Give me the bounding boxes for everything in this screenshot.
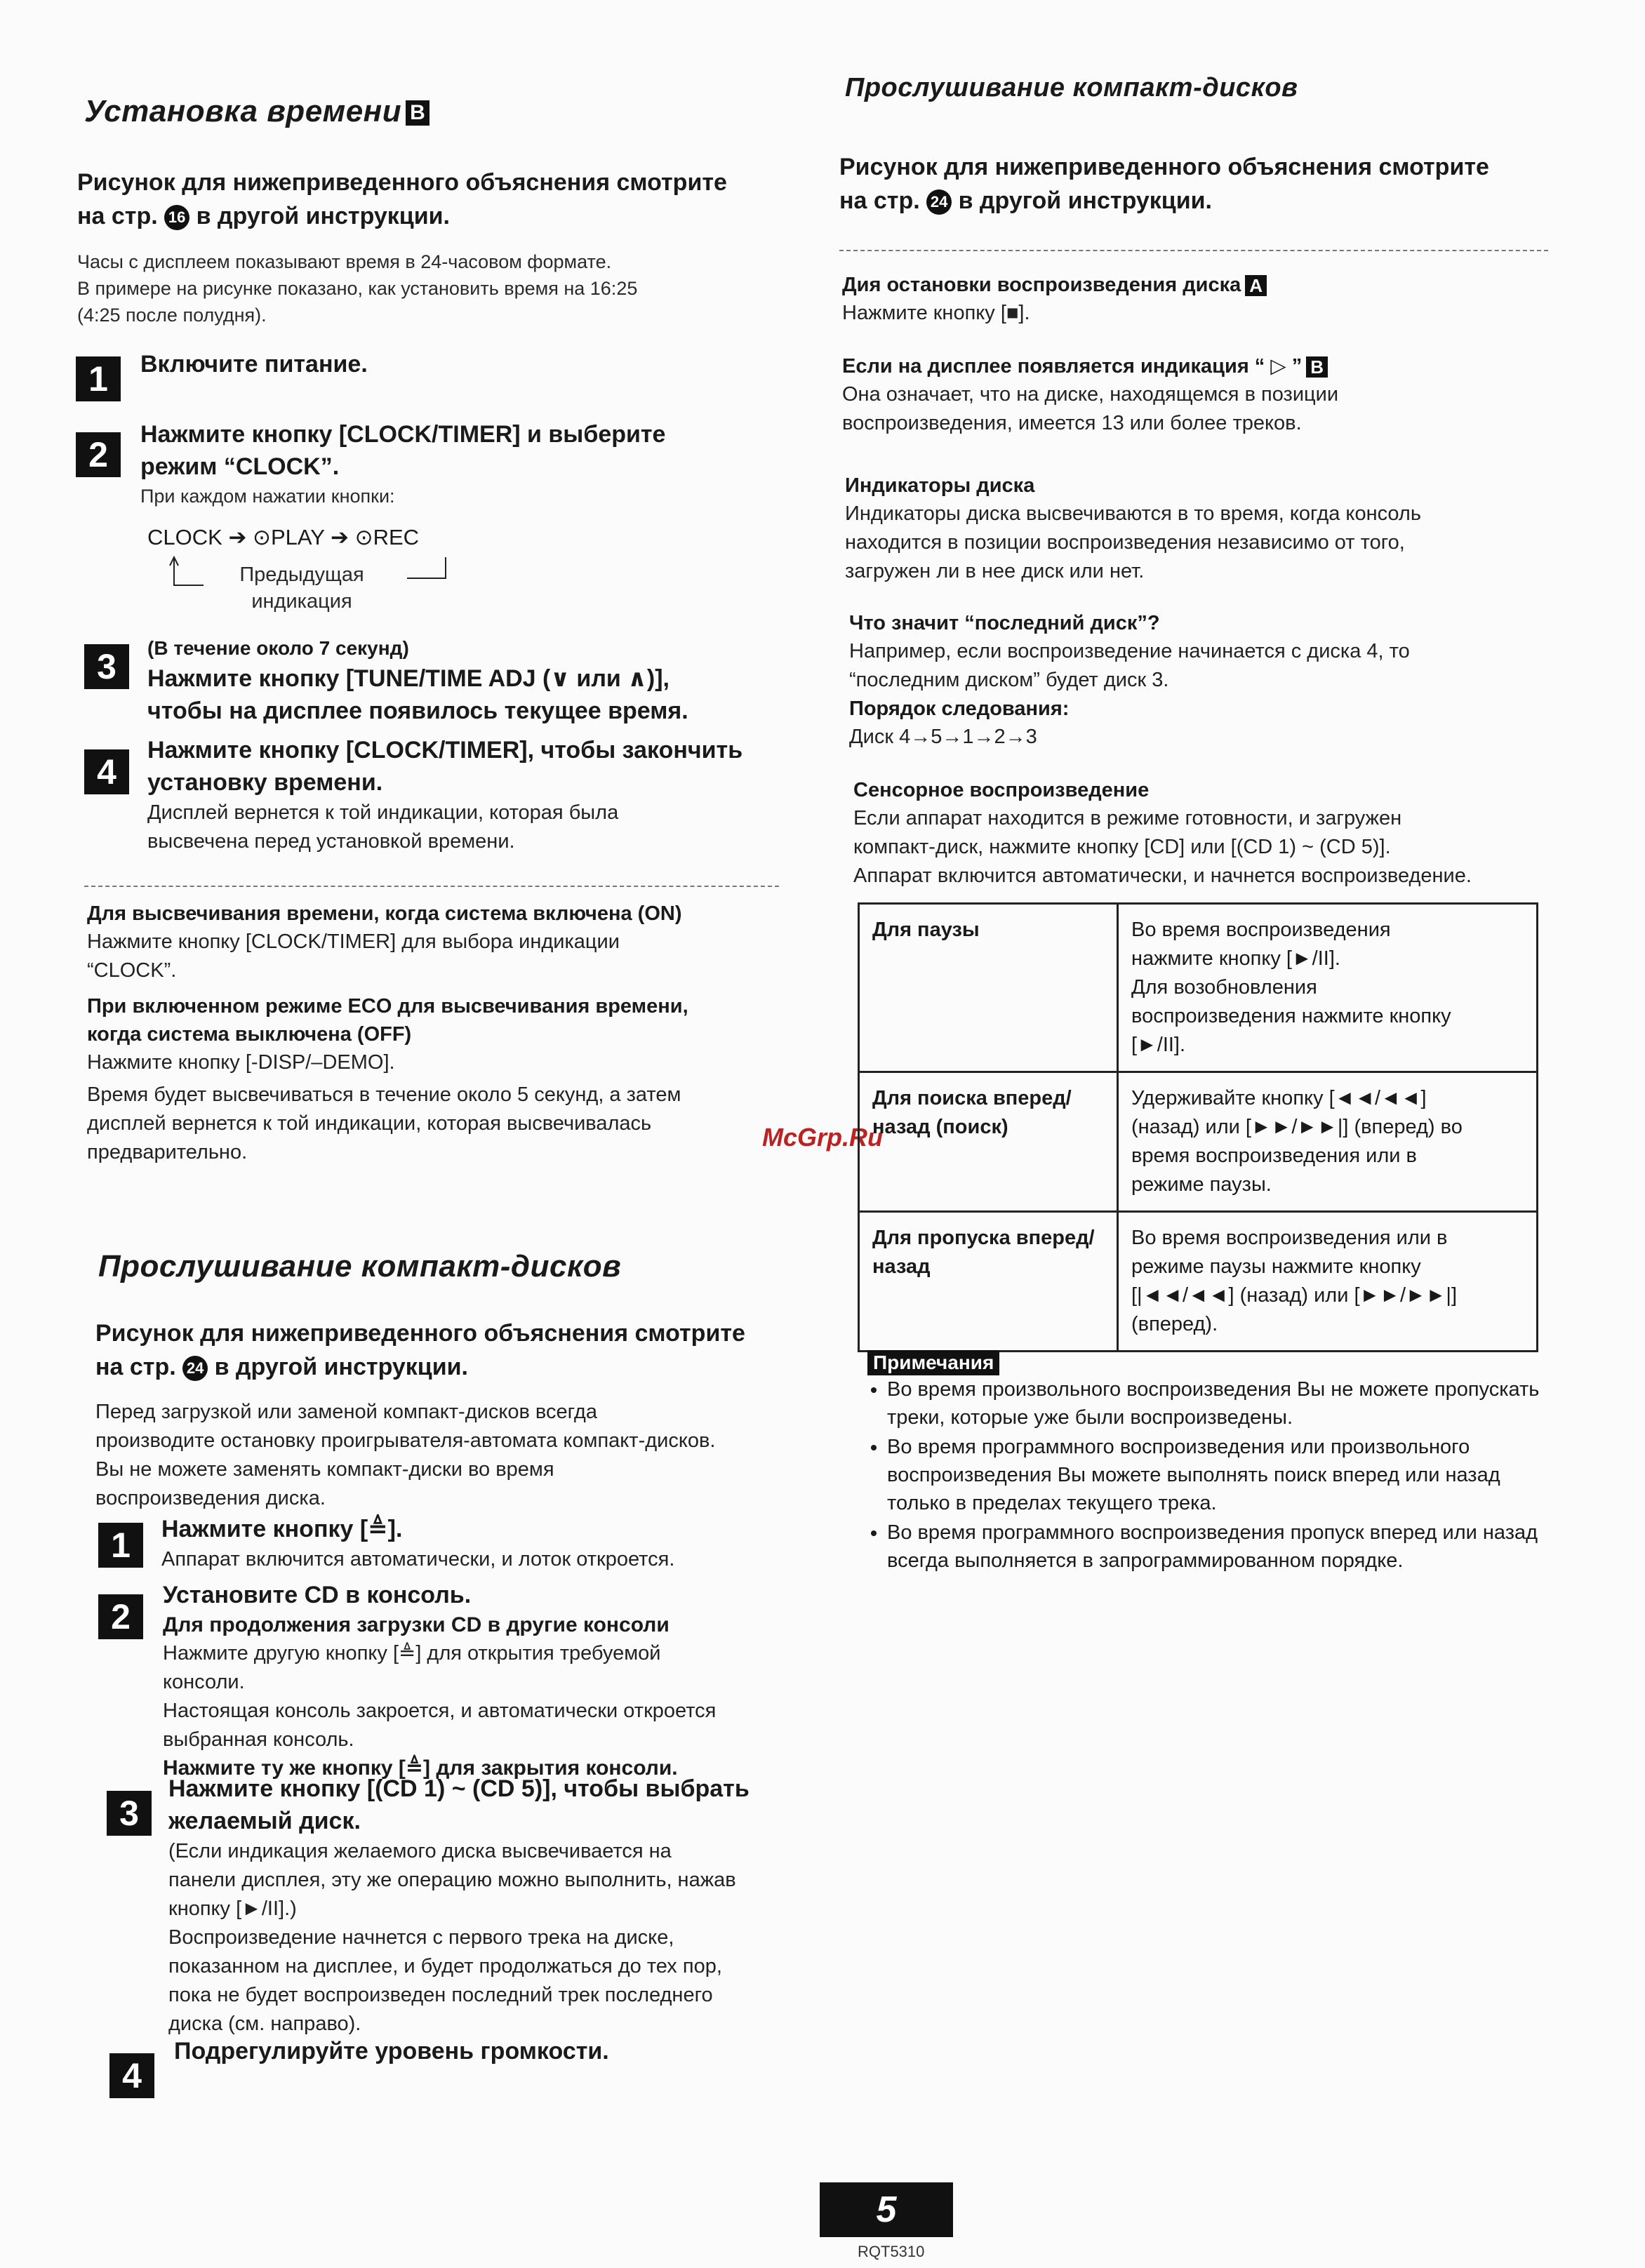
step-number: 4 [109,2053,154,2098]
clock-note-line: Время будет высвечиваться в течение около 5 секунд, а затем [87,1083,681,1106]
indicator-head: Если на дисплее появляется индикация “ ▷ ” [842,355,1303,378]
clock-on-head: Для высвечивания времени, когда система включена (ON) [87,902,682,925]
table-cell: Для паузы [859,904,1118,1072]
right-intro-pre: на стр. [839,187,920,214]
page-ref-circle: 24 [926,189,952,215]
cycle-previous-label [232,561,372,615]
clock-desc-line: Часы с дисплеем показывают время в 24-часовом формате. [77,251,612,272]
cd-step2-sub: Для продолжения загрузки CD в другие консоли [163,1613,670,1636]
touch-play-body: Если аппарат находится в режиме готовности, и загружен [853,807,1402,829]
clock-step2-body: При каждом нажатии кнопки: [140,486,395,507]
table-cell [1118,904,1538,1072]
table-row [859,1072,1538,1212]
clock-step3-title: Нажмите кнопку [TUNE/TIME ADJ (∨ или ∧)], [147,665,670,692]
figure-badge-b: B [406,100,429,126]
list-item: • Во время произвольного воспроизведения Вы не можете пропускать треки, которые уже были воспроизведены. [887,1375,1548,1432]
step-number: 2 [76,432,121,477]
clock-eco-body: Нажмите кнопку [-DISP/–DEMO]. [87,1051,395,1074]
clock-desc-line: В примере на рисунке показано, как установить время на 16:25 [77,278,638,299]
cell-line: Удерживайте кнопку [◄◄/◄◄] [1131,1087,1427,1109]
divider [84,886,779,887]
cell-line: нажмите кнопку [►/II]. [1131,947,1340,970]
clock-step4-body: Дисплей вернется к той индикации, которая была [147,801,619,824]
touch-play-body: Аппарат включится автоматически, и начнется воспроизведение. [853,865,1472,887]
list-item: • Во время программного воспроизведения или произвольного воспроизведения Вы можете выполнять поиск вперед или назад только в пределах текущего трека. [887,1433,1548,1517]
clock-intro-line1: Рисунок для нижеприведенного объяснения смотрите [77,169,727,196]
page-number: 5 [820,2182,953,2237]
cd-step3 [168,1773,800,2039]
cell-line: воспроизведения нажмите кнопку [1131,1005,1451,1027]
disc-indicator-block [845,472,1547,586]
cell-line: режиме паузы. [1131,1173,1272,1196]
cd-step3-title2: желаемый диск. [168,1808,361,1834]
cd-desc-line: Вы не можете заменять компакт-диски во время [95,1458,554,1481]
list-item: • Во время программного воспроизведения пропуск вперед или назад всегда выполняется в запрограммированном порядке. [887,1519,1548,1575]
disc-indicator-body: загружен ли в нее диск или нет. [845,560,1145,582]
cd-step3-body: (Если индикация желаемого диска высвечивается на [168,1840,672,1862]
right-section-title: Прослушивание компакт-дисков [845,73,1298,102]
step-number: 3 [84,644,129,689]
right-intro-post: в другой инструкции. [958,187,1212,214]
cd-step2-sub2: Нажмите ту же кнопку [≜] для закрытия консоли. [163,1756,678,1780]
cd-step1-body: Аппарат включится автоматически, и лоток откроется. [161,1548,675,1570]
clock-intro-post: в другой инструкции. [196,203,450,229]
cell-line: [►/II]. [1131,1034,1186,1056]
stop-head: Дия остановки воспроизведения диска [842,274,1241,296]
clock-intro-pre: на стр. [77,203,158,229]
clock-on-block [87,900,782,985]
cd-step3-title: Нажмите кнопку [(CD 1) ~ (CD 5)], чтобы выбрать [168,1775,750,1802]
cd-step2-body: консоли. [163,1671,245,1693]
cd-step1 [161,1513,793,1574]
cell-line: Во время воспроизведения или в [1131,1227,1448,1249]
disc-indicator-head: Индикаторы диска [845,474,1035,497]
order-head: Порядок следования: [849,698,1070,720]
cell-line: (вперед). [1131,1313,1218,1335]
clock-description [77,248,779,328]
table-cell [1118,1072,1538,1212]
clock-intro [77,166,779,233]
cd-intro-post: в другой инструкции. [214,1354,468,1380]
step-number: 4 [84,749,129,794]
clock-step4-title: Нажмите кнопку [CLOCK/TIMER], чтобы закончить [147,737,743,763]
cd-step2-body: выбранная консоль. [163,1728,354,1751]
clock-step2 [140,418,772,509]
clock-on-body: “CLOCK”. [87,959,177,982]
figure-badge-b: B [1306,356,1328,378]
cd-step2-title: Установите CD в консоль. [163,1582,472,1608]
clock-step4-title2: установку времени. [147,769,383,796]
clock-step2-title: Нажмите кнопку [CLOCK/TIMER] и выберите [140,421,666,448]
clock-step4 [147,734,779,856]
cd-step2-body: Настоящая консоль закроется, и автоматически откроется [163,1700,717,1722]
right-intro [839,150,1541,218]
clock-step3-pre: (В течение около 7 секунд) [147,637,409,659]
table-cell: Для поиска вперед/ назад (поиск) [859,1072,1118,1212]
last-disc-head: Что значит “последний диск”? [849,612,1160,634]
table-cell: Для пропуска вперед/ назад [859,1212,1118,1352]
cd-description [95,1398,790,1513]
step-number: 1 [76,356,121,401]
disc-indicator-body: Индикаторы диска высвечиваются в то время, когда консоль [845,502,1421,525]
step-number: 2 [98,1594,143,1639]
last-disc-block [849,609,1551,752]
stop-block [842,271,1544,328]
cd-step3-body: кнопку [►/II].) [168,1897,297,1920]
cycle-prev-line: Предыдущая [239,563,364,586]
cycle-play: ⊙PLAY [253,525,325,549]
step-number: 3 [107,1791,152,1836]
touch-play-block [853,776,1555,890]
cycle-prev-line: индикация [251,590,352,613]
clock-note-line: дисплей вернется к той индикации, которая высвечивалась [87,1112,652,1135]
last-disc-body: “последним диском” будет диск 3. [849,669,1169,691]
indicator-block [842,352,1544,438]
cd-step3-body: Воспроизведение начнется с первого трека на диске, [168,1926,674,1949]
page-ref-circle: 16 [164,205,189,230]
cd-desc-line: производите остановку проигрывателя-автомата компакт-дисков. [95,1429,716,1452]
cycle-clock: CLOCK [147,525,222,549]
notes-list [867,1375,1548,1575]
table-cell [1118,1212,1538,1352]
clock-step3-title2: чтобы на дисплее появилось текущее время. [147,698,688,724]
clock-on-body: Нажмите кнопку [CLOCK/TIMER] для выбора индикации [87,930,620,953]
arrow-right-icon: ➔ [331,525,355,549]
display-cycle-diagram [147,525,419,550]
page-ref-circle: 24 [182,1356,208,1381]
disc-indicator-body: находится в позиции воспроизведения независимо от того, [845,531,1405,554]
order-body: Диск 4→5→1→2→3 [849,726,1037,748]
cd-desc-line: Перед загрузкой или заменой компакт-дисков всегда [95,1401,597,1423]
clock-note-line: предварительно. [87,1141,248,1163]
cycle-rec: ⊙REC [354,525,420,549]
cd-step1-title: Нажмите кнопку [≜]. [161,1516,403,1542]
clock-step3 [147,634,779,727]
right-intro-line1: Рисунок для нижеприведенного объяснения смотрите [839,154,1489,180]
last-disc-body: Например, если воспроизведение начинается с диска 4, то [849,640,1410,662]
clock-eco-head: При включенном режиме ECO для высвечивания времени, [87,995,688,1018]
clock-title-text: Установка времени [84,94,402,128]
touch-play-head: Сенсорное воспроизведение [853,779,1150,801]
cd-step3-body: панели дисплея, эту же операцию можно выполнить, нажав [168,1869,736,1891]
stop-body: Нажмите кнопку [■]. [842,302,1030,324]
table-row [859,1212,1538,1352]
watermark: McGrp.Ru [762,1123,884,1152]
clock-eco-block [87,992,782,1077]
divider [839,250,1548,251]
clock-step1-title: Включите питание. [140,351,368,378]
cd-step2 [163,1579,794,1782]
clock-step4-body: высвечена перед установкой времени. [147,830,515,853]
touch-play-body: компакт-диск, нажмите кнопку [CD] или [(CD 1) ~ (CD 5)]. [853,836,1391,858]
cd-step2-body: Нажмите другую кнопку [≜] для открытия требуемой [163,1642,661,1665]
cell-line: (назад) или [►►/►►|] (вперед) во [1131,1116,1463,1138]
step-number: 1 [98,1523,143,1568]
table-row [859,904,1538,1072]
cell-line: режиме паузы нажмите кнопку [1131,1255,1421,1278]
cd-section-title: Прослушивание компакт-дисков [98,1249,622,1283]
cd-intro-line1: Рисунок для нижеприведенного объяснения смотрите [95,1320,745,1347]
cd-step4-title: Подрегулируйте уровень громкости. [174,2038,609,2064]
arrow-right-icon: ➔ [228,525,253,549]
document-code: RQT5310 [858,2243,925,2260]
cd-desc-line: воспроизведения диска. [95,1487,326,1509]
cd-step3-body: показанном на дисплее, и будет продолжаться до тех пор, [168,1955,722,1977]
cell-line: Для возобновления [1131,976,1317,999]
notes-block [867,1350,1548,1576]
cd-step3-body: диска (см. направо). [168,2013,361,2035]
clock-step2-title2: режим “CLOCK”. [140,453,340,480]
indicator-body: воспроизведения, имеется 13 или более треков. [842,412,1302,434]
figure-badge-a: A [1245,275,1267,296]
indicator-body: Она означает, что на диске, находящемся в позиции [842,383,1339,406]
operations-table [858,902,1538,1352]
clock-note [87,1081,782,1167]
clock-desc-line: (4:25 после полудня). [77,305,267,326]
cell-line: Во время воспроизведения [1131,919,1391,941]
cd-intro [95,1316,797,1384]
clock-eco-head: когда система выключена (OFF) [87,1023,412,1046]
cd-intro-pre: на стр. [95,1354,176,1380]
cd-step3-body: пока не будет воспроизведен последний трек последнего [168,1984,713,2006]
notes-label: Примечания [867,1350,999,1375]
clock-section-title [84,94,429,129]
cell-line: [|◄◄/◄◄] (назад) или [►►/►►|] [1131,1284,1457,1307]
cell-line: время воспроизведения или в [1131,1145,1417,1167]
